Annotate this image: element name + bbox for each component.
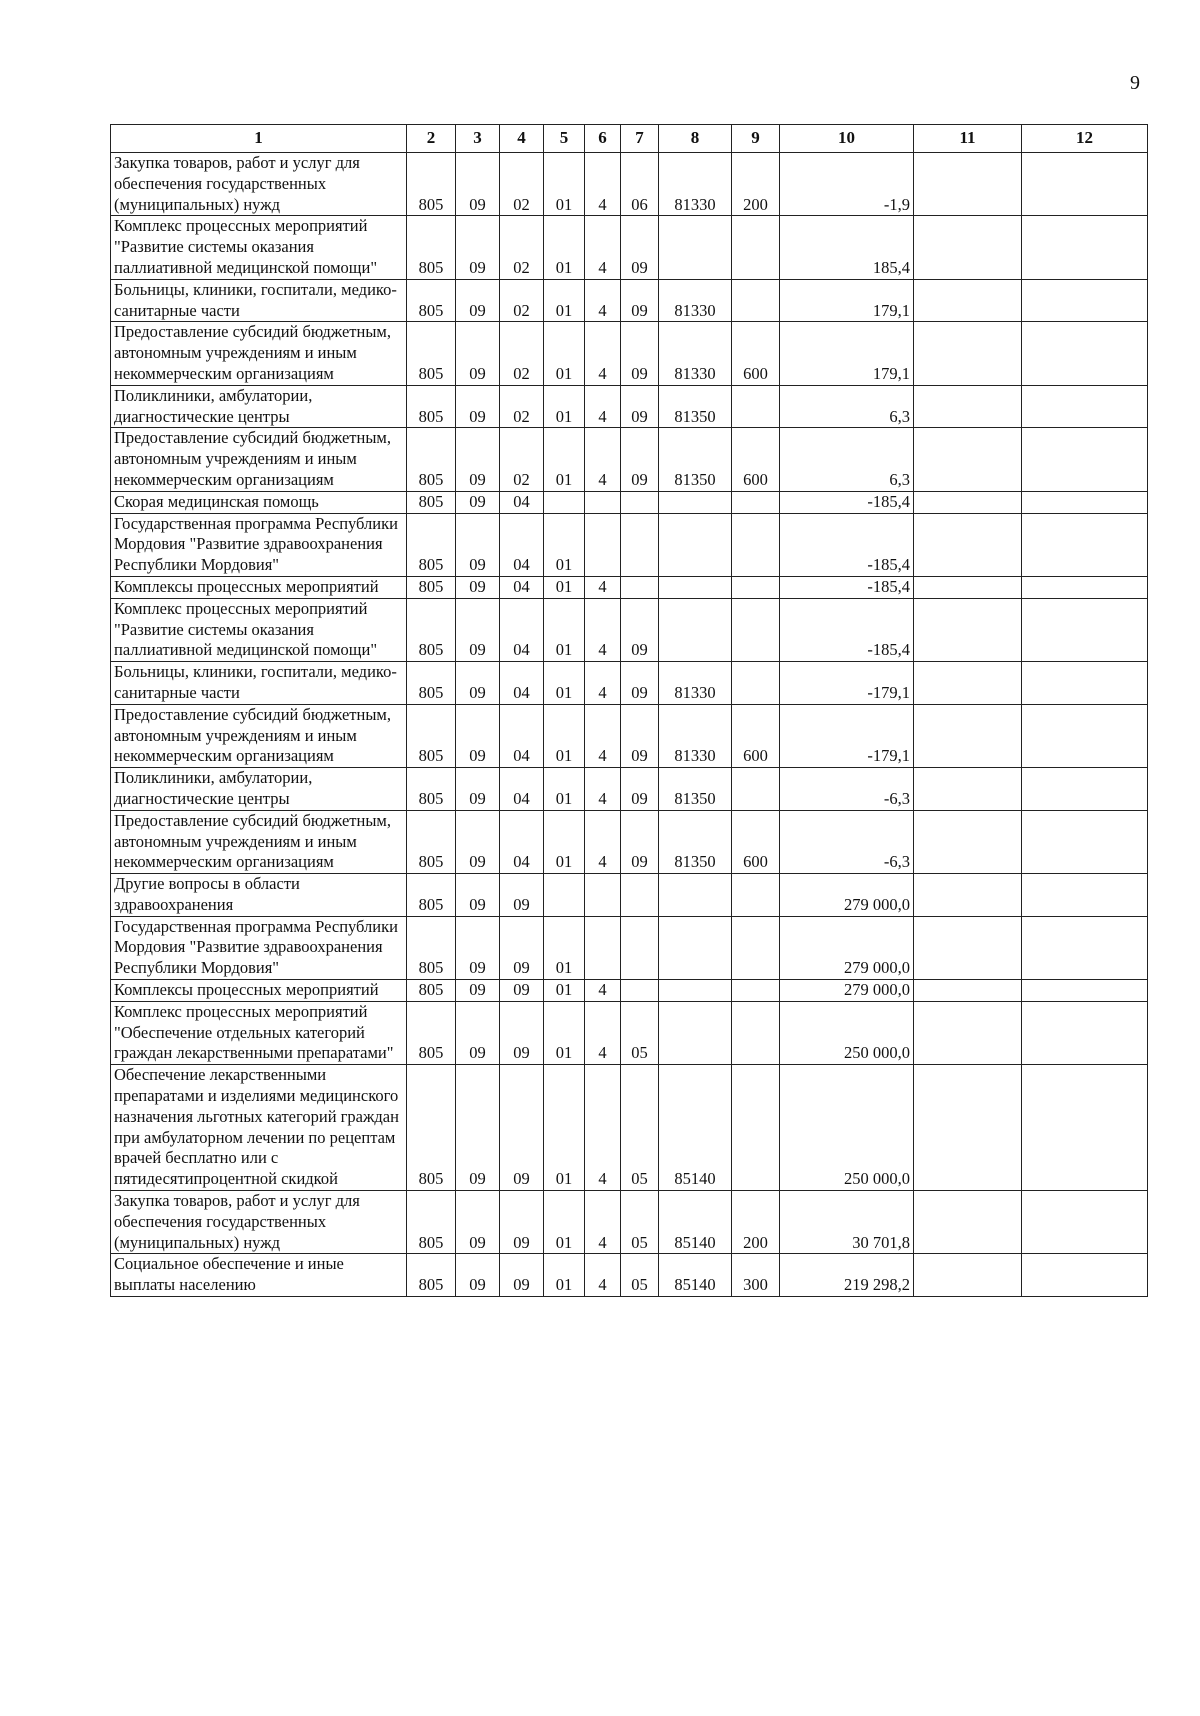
cell-amount: -185,4 <box>780 576 914 598</box>
cell-col6: 4 <box>585 153 621 216</box>
cell-amount: 279 000,0 <box>780 916 914 979</box>
table-row <box>111 874 1148 917</box>
table-row <box>111 1001 1148 1064</box>
cell-col11 <box>914 1191 1022 1254</box>
cell-col6: 4 <box>585 980 621 1002</box>
cell-amount: -185,4 <box>780 598 914 661</box>
cell-col8: 81350 <box>659 768 732 811</box>
cell-col6: 4 <box>585 810 621 873</box>
cell-col7: 09 <box>621 216 659 279</box>
cell-col2: 805 <box>407 874 456 917</box>
table-row <box>111 322 1148 385</box>
cell-col12 <box>1022 662 1148 705</box>
cell-col8 <box>659 874 732 917</box>
cell-col4: 02 <box>500 279 544 322</box>
cell-col8: 81330 <box>659 322 732 385</box>
cell-col11 <box>914 322 1022 385</box>
cell-col4: 02 <box>500 153 544 216</box>
table-row <box>111 1254 1148 1297</box>
cell-col5: 01 <box>544 385 585 428</box>
cell-col9 <box>732 662 780 705</box>
cell-col4: 09 <box>500 1191 544 1254</box>
cell-col8 <box>659 576 732 598</box>
cell-col9: 300 <box>732 1254 780 1297</box>
cell-col12 <box>1022 279 1148 322</box>
cell-col12 <box>1022 916 1148 979</box>
cell-col8: 85140 <box>659 1065 732 1191</box>
cell-col5: 01 <box>544 980 585 1002</box>
cell-amount: 250 000,0 <box>780 1001 914 1064</box>
cell-col12 <box>1022 576 1148 598</box>
cell-col4: 04 <box>500 576 544 598</box>
cell-col5: 01 <box>544 1191 585 1254</box>
cell-amount: 279 000,0 <box>780 980 914 1002</box>
cell-col12 <box>1022 768 1148 811</box>
table-row <box>111 916 1148 979</box>
cell-col4: 04 <box>500 513 544 576</box>
cell-col5: 01 <box>544 662 585 705</box>
cell-col3: 09 <box>456 428 500 491</box>
cell-col2: 805 <box>407 1001 456 1064</box>
cell-col11 <box>914 704 1022 767</box>
cell-col8 <box>659 216 732 279</box>
cell-col5 <box>544 874 585 917</box>
cell-col12 <box>1022 704 1148 767</box>
cell-col5: 01 <box>544 576 585 598</box>
cell-col6: 4 <box>585 428 621 491</box>
cell-name: Больницы, клиники, госпитали, медико-санитарные части <box>111 279 407 322</box>
cell-name: Комплекс процессных мероприятий "Развитие системы оказания паллиативной медицинской помощи" <box>111 598 407 661</box>
cell-name: Предоставление субсидий бюджетным, автономным учреждениям и иным некоммерческим организациям <box>111 704 407 767</box>
cell-col4: 09 <box>500 1001 544 1064</box>
cell-name: Поликлиники, амбулатории, диагностические центры <box>111 768 407 811</box>
cell-col4: 09 <box>500 1065 544 1191</box>
cell-col4: 09 <box>500 980 544 1002</box>
header-cell: 5 <box>544 125 585 153</box>
cell-amount: 6,3 <box>780 428 914 491</box>
cell-col6: 4 <box>585 322 621 385</box>
cell-col5: 01 <box>544 513 585 576</box>
cell-col9: 200 <box>732 153 780 216</box>
cell-col11 <box>914 1001 1022 1064</box>
cell-name: Комплексы процессных мероприятий <box>111 980 407 1002</box>
cell-col2: 805 <box>407 428 456 491</box>
cell-col7: 09 <box>621 598 659 661</box>
cell-col4: 04 <box>500 491 544 513</box>
cell-col11 <box>914 153 1022 216</box>
cell-col6: 4 <box>585 598 621 661</box>
cell-col11 <box>914 662 1022 705</box>
cell-col7 <box>621 916 659 979</box>
cell-col3: 09 <box>456 598 500 661</box>
cell-name: Закупка товаров, работ и услуг для обеспечения государственных (муниципальных) нужд <box>111 153 407 216</box>
cell-amount: -179,1 <box>780 662 914 705</box>
cell-col5: 01 <box>544 768 585 811</box>
cell-col6 <box>585 513 621 576</box>
cell-name: Поликлиники, амбулатории, диагностические центры <box>111 385 407 428</box>
cell-name: Комплекс процессных мероприятий "Развитие системы оказания паллиативной медицинской помощи" <box>111 216 407 279</box>
cell-col5: 01 <box>544 428 585 491</box>
cell-col3: 09 <box>456 576 500 598</box>
cell-col7: 09 <box>621 279 659 322</box>
cell-col9 <box>732 1065 780 1191</box>
cell-col9 <box>732 491 780 513</box>
cell-col2: 805 <box>407 598 456 661</box>
cell-name: Закупка товаров, работ и услуг для обеспечения государственных (муниципальных) нужд <box>111 1191 407 1254</box>
cell-col4: 09 <box>500 874 544 917</box>
cell-col4: 04 <box>500 704 544 767</box>
table-row <box>111 279 1148 322</box>
cell-col12 <box>1022 385 1148 428</box>
cell-col4: 02 <box>500 428 544 491</box>
cell-col6: 4 <box>585 1065 621 1191</box>
cell-col12 <box>1022 428 1148 491</box>
cell-col12 <box>1022 153 1148 216</box>
table-body <box>111 153 1148 1297</box>
cell-col12 <box>1022 491 1148 513</box>
cell-col11 <box>914 279 1022 322</box>
cell-col6: 4 <box>585 216 621 279</box>
cell-col3: 09 <box>456 153 500 216</box>
cell-amount: -179,1 <box>780 704 914 767</box>
cell-col6: 4 <box>585 662 621 705</box>
cell-col2: 805 <box>407 916 456 979</box>
cell-col7 <box>621 513 659 576</box>
cell-col2: 805 <box>407 1254 456 1297</box>
cell-col12 <box>1022 1191 1148 1254</box>
cell-col2: 805 <box>407 662 456 705</box>
cell-col9 <box>732 980 780 1002</box>
cell-col5: 01 <box>544 322 585 385</box>
cell-col8 <box>659 513 732 576</box>
cell-col2: 805 <box>407 279 456 322</box>
cell-col2: 805 <box>407 153 456 216</box>
table-row <box>111 768 1148 811</box>
cell-name: Государственная программа Республики Мордовия "Развитие здравоохранения Республики Мордовия" <box>111 513 407 576</box>
cell-col7: 09 <box>621 322 659 385</box>
cell-col5: 01 <box>544 1065 585 1191</box>
cell-col3: 09 <box>456 874 500 917</box>
cell-col12 <box>1022 1254 1148 1297</box>
cell-col8 <box>659 1001 732 1064</box>
cell-amount: 179,1 <box>780 322 914 385</box>
cell-col5: 01 <box>544 810 585 873</box>
cell-col5: 01 <box>544 1254 585 1297</box>
table-row <box>111 662 1148 705</box>
cell-col3: 09 <box>456 279 500 322</box>
cell-col5: 01 <box>544 916 585 979</box>
cell-col5: 01 <box>544 1001 585 1064</box>
cell-col9 <box>732 576 780 598</box>
cell-col6 <box>585 916 621 979</box>
cell-col12 <box>1022 322 1148 385</box>
cell-col6: 4 <box>585 704 621 767</box>
header-cell: 11 <box>914 125 1022 153</box>
cell-col7: 05 <box>621 1001 659 1064</box>
cell-col7: 09 <box>621 704 659 767</box>
cell-col8: 81350 <box>659 810 732 873</box>
cell-col2: 805 <box>407 768 456 811</box>
cell-col11 <box>914 491 1022 513</box>
cell-col5: 01 <box>544 704 585 767</box>
cell-name: Скорая медицинская помощь <box>111 491 407 513</box>
cell-amount: -6,3 <box>780 768 914 811</box>
cell-amount: 279 000,0 <box>780 874 914 917</box>
cell-col3: 09 <box>456 513 500 576</box>
table-row <box>111 1191 1148 1254</box>
cell-amount: -185,4 <box>780 513 914 576</box>
cell-col6: 4 <box>585 1001 621 1064</box>
cell-col2: 805 <box>407 322 456 385</box>
cell-col4: 09 <box>500 1254 544 1297</box>
cell-col11 <box>914 874 1022 917</box>
cell-col8: 85140 <box>659 1191 732 1254</box>
cell-col9 <box>732 216 780 279</box>
table-row <box>111 810 1148 873</box>
cell-col7: 05 <box>621 1254 659 1297</box>
cell-col11 <box>914 980 1022 1002</box>
cell-col8 <box>659 598 732 661</box>
header-cell: 6 <box>585 125 621 153</box>
cell-col11 <box>914 1254 1022 1297</box>
cell-col9 <box>732 768 780 811</box>
table-row <box>111 598 1148 661</box>
cell-col6: 4 <box>585 279 621 322</box>
cell-col9: 600 <box>732 322 780 385</box>
cell-col8 <box>659 980 732 1002</box>
cell-col4: 02 <box>500 385 544 428</box>
cell-amount: -1,9 <box>780 153 914 216</box>
cell-name: Государственная программа Республики Мордовия "Развитие здравоохранения Республики Мордовия" <box>111 916 407 979</box>
table-row <box>111 153 1148 216</box>
cell-col11 <box>914 576 1022 598</box>
cell-col6: 4 <box>585 576 621 598</box>
cell-amount: 30 701,8 <box>780 1191 914 1254</box>
cell-col7 <box>621 874 659 917</box>
cell-col11 <box>914 916 1022 979</box>
cell-col3: 09 <box>456 1191 500 1254</box>
table-row <box>111 491 1148 513</box>
cell-col8 <box>659 916 732 979</box>
cell-col5: 01 <box>544 153 585 216</box>
cell-col12 <box>1022 1001 1148 1064</box>
cell-col8: 81330 <box>659 662 732 705</box>
cell-name: Социальное обеспечение и иные выплаты населению <box>111 1254 407 1297</box>
cell-col8: 81330 <box>659 279 732 322</box>
cell-name: Другие вопросы в области здравоохранения <box>111 874 407 917</box>
header-cell: 10 <box>780 125 914 153</box>
cell-name: Комплексы процессных мероприятий <box>111 576 407 598</box>
cell-col11 <box>914 768 1022 811</box>
cell-col6: 4 <box>585 385 621 428</box>
header-cell: 4 <box>500 125 544 153</box>
cell-col8 <box>659 491 732 513</box>
cell-col3: 09 <box>456 980 500 1002</box>
cell-col4: 02 <box>500 216 544 279</box>
cell-col2: 805 <box>407 513 456 576</box>
cell-col9 <box>732 513 780 576</box>
cell-col2: 805 <box>407 216 456 279</box>
table-row <box>111 385 1148 428</box>
cell-col2: 805 <box>407 980 456 1002</box>
cell-col7: 09 <box>621 662 659 705</box>
cell-col4: 04 <box>500 662 544 705</box>
cell-col7 <box>621 980 659 1002</box>
cell-col2: 805 <box>407 1191 456 1254</box>
cell-col3: 09 <box>456 1065 500 1191</box>
cell-col6 <box>585 874 621 917</box>
cell-col2: 805 <box>407 704 456 767</box>
cell-col3: 09 <box>456 1001 500 1064</box>
cell-col11 <box>914 385 1022 428</box>
cell-col7: 05 <box>621 1065 659 1191</box>
cell-col3: 09 <box>456 810 500 873</box>
cell-amount: 6,3 <box>780 385 914 428</box>
cell-amount: 250 000,0 <box>780 1065 914 1191</box>
cell-col3: 09 <box>456 1254 500 1297</box>
cell-col9 <box>732 874 780 917</box>
cell-col12 <box>1022 980 1148 1002</box>
cell-amount: 179,1 <box>780 279 914 322</box>
cell-col5: 01 <box>544 598 585 661</box>
cell-col5: 01 <box>544 279 585 322</box>
cell-col3: 09 <box>456 322 500 385</box>
cell-col4: 02 <box>500 322 544 385</box>
table-row <box>111 1065 1148 1191</box>
table-row <box>111 216 1148 279</box>
cell-amount: -6,3 <box>780 810 914 873</box>
cell-col11 <box>914 598 1022 661</box>
table-row <box>111 428 1148 491</box>
cell-col11 <box>914 216 1022 279</box>
cell-col9: 600 <box>732 428 780 491</box>
cell-col2: 805 <box>407 576 456 598</box>
cell-col11 <box>914 428 1022 491</box>
cell-name: Предоставление субсидий бюджетным, автономным учреждениям и иным некоммерческим организациям <box>111 428 407 491</box>
header-cell: 9 <box>732 125 780 153</box>
cell-col12 <box>1022 513 1148 576</box>
cell-col11 <box>914 810 1022 873</box>
cell-col7: 09 <box>621 768 659 811</box>
cell-col11 <box>914 1065 1022 1191</box>
cell-col9 <box>732 598 780 661</box>
cell-col7 <box>621 576 659 598</box>
cell-col2: 805 <box>407 385 456 428</box>
header-cell: 2 <box>407 125 456 153</box>
cell-amount: 185,4 <box>780 216 914 279</box>
cell-col8: 81350 <box>659 385 732 428</box>
cell-col11 <box>914 513 1022 576</box>
cell-col8: 81350 <box>659 428 732 491</box>
cell-name: Больницы, клиники, госпитали, медико-санитарные части <box>111 662 407 705</box>
cell-name: Предоставление субсидий бюджетным, автономным учреждениям и иным некоммерческим организациям <box>111 322 407 385</box>
cell-col7: 09 <box>621 810 659 873</box>
header-cell: 8 <box>659 125 732 153</box>
cell-col6: 4 <box>585 1254 621 1297</box>
header-cell: 7 <box>621 125 659 153</box>
table-row <box>111 576 1148 598</box>
cell-col3: 09 <box>456 704 500 767</box>
header-cell: 3 <box>456 125 500 153</box>
cell-name: Комплекс процессных мероприятий "Обеспечение отдельных категорий граждан лекарственными препаратами" <box>111 1001 407 1064</box>
cell-col8: 81330 <box>659 704 732 767</box>
cell-col9 <box>732 916 780 979</box>
cell-amount: 219 298,2 <box>780 1254 914 1297</box>
cell-col4: 09 <box>500 916 544 979</box>
cell-col8: 81330 <box>659 153 732 216</box>
cell-col3: 09 <box>456 491 500 513</box>
cell-col5 <box>544 491 585 513</box>
cell-col12 <box>1022 216 1148 279</box>
cell-col12 <box>1022 1065 1148 1191</box>
cell-col8: 85140 <box>659 1254 732 1297</box>
cell-amount: -185,4 <box>780 491 914 513</box>
cell-col12 <box>1022 598 1148 661</box>
page-number: 9 <box>1130 72 1140 94</box>
header-cell: 12 <box>1022 125 1148 153</box>
table-row <box>111 980 1148 1002</box>
cell-col12 <box>1022 810 1148 873</box>
header-cell: 1 <box>111 125 407 153</box>
cell-col4: 04 <box>500 598 544 661</box>
cell-col2: 805 <box>407 810 456 873</box>
cell-col4: 04 <box>500 810 544 873</box>
cell-col7: 05 <box>621 1191 659 1254</box>
cell-col4: 04 <box>500 768 544 811</box>
cell-col6: 4 <box>585 1191 621 1254</box>
cell-col12 <box>1022 874 1148 917</box>
cell-col6: 4 <box>585 768 621 811</box>
cell-col3: 09 <box>456 768 500 811</box>
cell-col9: 200 <box>732 1191 780 1254</box>
cell-col9: 600 <box>732 810 780 873</box>
cell-col5: 01 <box>544 216 585 279</box>
cell-col3: 09 <box>456 216 500 279</box>
cell-col7 <box>621 491 659 513</box>
cell-col7: 09 <box>621 428 659 491</box>
cell-col3: 09 <box>456 385 500 428</box>
cell-col6 <box>585 491 621 513</box>
cell-col9 <box>732 1001 780 1064</box>
header-row <box>111 125 1148 153</box>
cell-col9 <box>732 279 780 322</box>
cell-col2: 805 <box>407 1065 456 1191</box>
table-row <box>111 704 1148 767</box>
cell-col9 <box>732 385 780 428</box>
cell-col3: 09 <box>456 916 500 979</box>
cell-name: Обеспечение лекарственными препаратами и изделиями медицинского назначения льготных категорий граждан при амбулаторном лечении по рецептам врачей бесплатно или с пятидесятипроцентной скидкой <box>111 1065 407 1191</box>
cell-col7: 09 <box>621 385 659 428</box>
table-row <box>111 513 1148 576</box>
cell-col9: 600 <box>732 704 780 767</box>
cell-col7: 06 <box>621 153 659 216</box>
cell-col2: 805 <box>407 491 456 513</box>
budget-table <box>110 124 1148 1297</box>
cell-col3: 09 <box>456 662 500 705</box>
cell-name: Предоставление субсидий бюджетным, автономным учреждениям и иным некоммерческим организациям <box>111 810 407 873</box>
